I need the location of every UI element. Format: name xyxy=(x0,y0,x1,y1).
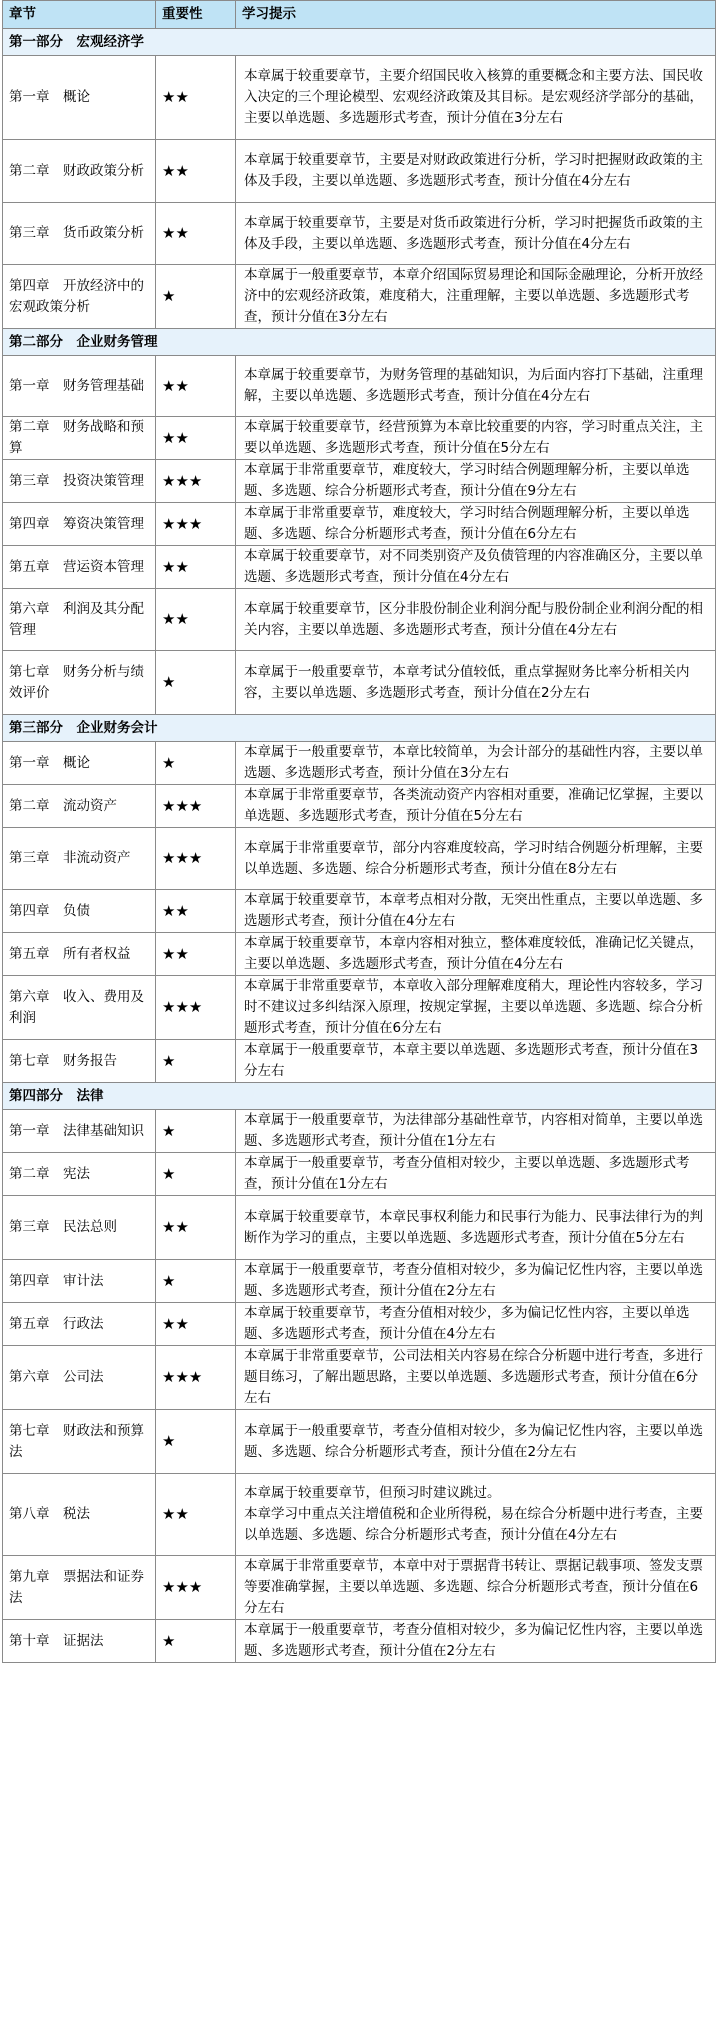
importance-stars: ★★★ xyxy=(156,503,236,546)
importance-stars: ★★ xyxy=(156,56,236,140)
chapter-row xyxy=(3,890,716,933)
chapter-row xyxy=(3,1153,716,1196)
importance-stars: ★ xyxy=(156,1110,236,1153)
chapter-name: 第六章 收入、费用及利润 xyxy=(3,976,156,1040)
chapter-row xyxy=(3,742,716,785)
chapter-name: 第五章 所有者权益 xyxy=(3,933,156,976)
chapter-name: 第四章 负债 xyxy=(3,890,156,933)
study-guide-table xyxy=(2,0,716,1663)
study-tip: 本章属于非常重要章节，部分内容难度较高，学习时结合例题分析理解，主要以单选题、多选题、综合分析题形式考查，预计分值在8分左右 xyxy=(236,828,716,890)
study-tip: 本章属于一般重要章节，考查分值相对较少，主要以单选题、多选题形式考查，预计分值在1分左右 xyxy=(236,1153,716,1196)
table-body xyxy=(3,1,716,1663)
chapter-row xyxy=(3,589,716,651)
importance-stars: ★★ xyxy=(156,140,236,203)
study-tip: 本章属于较重要章节，主要是对货币政策进行分析，学习时把握货币政策的主体及手段，主要以单选题、多选题形式考查，预计分值在4分左右 xyxy=(236,203,716,265)
importance-stars: ★★ xyxy=(156,933,236,976)
study-tip: 本章属于较重要章节，本章内容相对独立，整体难度较低，准确记忆关键点，主要以单选题、多选题形式考查，预计分值在4分左右 xyxy=(236,933,716,976)
chapter-row xyxy=(3,1260,716,1303)
study-tip: 本章属于一般重要章节，考查分值相对较少，多为偏记忆性内容，主要以单选题、多选题、综合分析题形式考查，预计分值在2分左右 xyxy=(236,1410,716,1474)
chapter-row xyxy=(3,785,716,828)
study-tip: 本章属于较重要章节，本章民事权利能力和民事行为能力、民事法律行为的判断作为学习的重点，主要以单选题、多选题形式考查，预计分值在5分左右 xyxy=(236,1196,716,1260)
chapter-name: 第七章 财政法和预算法 xyxy=(3,1410,156,1474)
study-tip: 本章属于一般重要章节，考查分值相对较少，多为偏记忆性内容，主要以单选题、多选题形式考查，预计分值在2分左右 xyxy=(236,1260,716,1303)
importance-stars: ★ xyxy=(156,1620,236,1663)
chapter-row xyxy=(3,265,716,329)
importance-stars: ★★ xyxy=(156,356,236,417)
chapter-name: 第一章 财务管理基础 xyxy=(3,356,156,417)
part-row xyxy=(3,715,716,742)
part-title: 第三部分 企业财务会计 xyxy=(3,715,716,742)
importance-stars: ★ xyxy=(156,1153,236,1196)
importance-stars: ★★★ xyxy=(156,460,236,503)
study-tip: 本章属于非常重要章节，本章收入部分理解难度稍大，理论性内容较多，学习时不建议过多纠结深入原理，按规定掌握，主要以单选题、多选题、综合分析题形式考查，预计分值在6分左右 xyxy=(236,976,716,1040)
chapter-name: 第三章 货币政策分析 xyxy=(3,203,156,265)
importance-stars: ★ xyxy=(156,1260,236,1303)
chapter-row xyxy=(3,546,716,589)
chapter-row xyxy=(3,651,716,715)
chapter-row xyxy=(3,1346,716,1410)
chapter-name: 第二章 宪法 xyxy=(3,1153,156,1196)
study-tip: 本章属于一般重要章节，本章主要以单选题、多选题形式考查，预计分值在3分左右 xyxy=(236,1040,716,1083)
chapter-row xyxy=(3,203,716,265)
importance-stars: ★★★ xyxy=(156,785,236,828)
chapter-name: 第五章 营运资本管理 xyxy=(3,546,156,589)
part-row xyxy=(3,29,716,56)
chapter-row xyxy=(3,1196,716,1260)
chapter-row xyxy=(3,933,716,976)
study-tip: 本章属于一般重要章节，为法律部分基础性章节，内容相对简单，主要以单选题、多选题形式考查，预计分值在1分左右 xyxy=(236,1110,716,1153)
chapter-row xyxy=(3,1474,716,1556)
study-tip: 本章属于较重要章节，经营预算为本章比较重要的内容，学习时重点关注，主要以单选题、多选题形式考查，预计分值在5分左右 xyxy=(236,417,716,460)
chapter-name: 第四章 筹资决策管理 xyxy=(3,503,156,546)
chapter-row xyxy=(3,460,716,503)
importance-stars: ★★ xyxy=(156,546,236,589)
importance-stars: ★★ xyxy=(156,1474,236,1556)
study-tip: 本章属于较重要章节，主要是对财政政策进行分析，学习时把握财政政策的主体及手段，主要以单选题、多选题形式考查，预计分值在4分左右 xyxy=(236,140,716,203)
chapter-name: 第三章 非流动资产 xyxy=(3,828,156,890)
importance-stars: ★★★ xyxy=(156,828,236,890)
study-tip: 本章属于一般重要章节，本章比较简单，为会计部分的基础性内容，主要以单选题、多选题形式考查，预计分值在3分左右 xyxy=(236,742,716,785)
header-importance: 重要性 xyxy=(156,1,236,29)
chapter-row xyxy=(3,503,716,546)
chapter-name: 第一章 概论 xyxy=(3,742,156,785)
part-title: 第四部分 法律 xyxy=(3,1083,716,1110)
chapter-name: 第二章 财务战略和预算 xyxy=(3,417,156,460)
importance-stars: ★ xyxy=(156,742,236,785)
importance-stars: ★ xyxy=(156,265,236,329)
study-tip: 本章属于较重要章节，但预习时建议跳过。 本章学习中重点关注增值税和企业所得税，易在综合分析题中进行考查，主要以单选题、多选题、综合分析题形式考查，预计分值在4分左右 xyxy=(236,1474,716,1556)
study-tip: 本章属于较重要章节，本章考点相对分散，无突出性重点，主要以单选题、多选题形式考查，预计分值在4分左右 xyxy=(236,890,716,933)
part-row xyxy=(3,1083,716,1110)
header-tips: 学习提示 xyxy=(236,1,716,29)
chapter-name: 第三章 投资决策管理 xyxy=(3,460,156,503)
importance-stars: ★★ xyxy=(156,1303,236,1346)
study-tip: 本章属于一般重要章节，考查分值相对较少，多为偏记忆性内容，主要以单选题、多选题形式考查，预计分值在2分左右 xyxy=(236,1620,716,1663)
chapter-name: 第九章 票据法和证券法 xyxy=(3,1556,156,1620)
chapter-name: 第二章 流动资产 xyxy=(3,785,156,828)
study-tip: 本章属于非常重要章节，难度较大，学习时结合例题理解分析，主要以单选题、多选题、综合分析题形式考查，预计分值在9分左右 xyxy=(236,460,716,503)
chapter-name: 第三章 民法总则 xyxy=(3,1196,156,1260)
chapter-row xyxy=(3,1040,716,1083)
importance-stars: ★★ xyxy=(156,589,236,651)
importance-stars: ★ xyxy=(156,1040,236,1083)
chapter-row xyxy=(3,417,716,460)
importance-stars: ★★★ xyxy=(156,976,236,1040)
study-tip: 本章属于较重要章节，主要介绍国民收入核算的重要概念和主要方法、国民收入决定的三个理论模型、宏观经济政策及其目标。是宏观经济学部分的基础，主要以单选题、多选题形式考查，预计分值在3分左右 xyxy=(236,56,716,140)
chapter-row xyxy=(3,1303,716,1346)
chapter-row xyxy=(3,140,716,203)
chapter-row xyxy=(3,56,716,140)
chapter-row xyxy=(3,356,716,417)
study-tip: 本章属于非常重要章节，难度较大，学习时结合例题理解分析，主要以单选题、多选题、综合分析题形式考查，预计分值在6分左右 xyxy=(236,503,716,546)
study-tip: 本章属于非常重要章节，本章中对于票据背书转让、票据记载事项、签发支票等要准确掌握，主要以单选题、多选题、综合分析题形式考查，预计分值在6分左右 xyxy=(236,1556,716,1620)
chapter-row xyxy=(3,1410,716,1474)
study-tip: 本章属于较重要章节，为财务管理的基础知识，为后面内容打下基础，注重理解，主要以单选题、多选题形式考查，预计分值在4分左右 xyxy=(236,356,716,417)
chapter-name: 第二章 财政政策分析 xyxy=(3,140,156,203)
chapter-name: 第五章 行政法 xyxy=(3,1303,156,1346)
chapter-name: 第四章 开放经济中的宏观政策分析 xyxy=(3,265,156,329)
chapter-row xyxy=(3,1556,716,1620)
header-chapter: 章节 xyxy=(3,1,156,29)
part-title: 第一部分 宏观经济学 xyxy=(3,29,716,56)
chapter-row xyxy=(3,828,716,890)
study-tip: 本章属于非常重要章节，各类流动资产内容相对重要，准确记忆掌握，主要以单选题、多选题形式考查，预计分值在5分左右 xyxy=(236,785,716,828)
study-tip: 本章属于较重要章节，考查分值相对较少，多为偏记忆性内容，主要以单选题、多选题形式考查，预计分值在4分左右 xyxy=(236,1303,716,1346)
study-tip: 本章属于一般重要章节，本章考试分值较低，重点掌握财务比率分析相关内容，主要以单选题、多选题形式考查，预计分值在2分左右 xyxy=(236,651,716,715)
importance-stars: ★★★ xyxy=(156,1556,236,1620)
importance-stars: ★ xyxy=(156,651,236,715)
part-row xyxy=(3,329,716,356)
table-header-row xyxy=(3,1,716,29)
chapter-name: 第六章 利润及其分配管理 xyxy=(3,589,156,651)
chapter-name: 第八章 税法 xyxy=(3,1474,156,1556)
chapter-row xyxy=(3,1110,716,1153)
chapter-name: 第一章 法律基础知识 xyxy=(3,1110,156,1153)
study-tip: 本章属于较重要章节，区分非股份制企业利润分配与股份制企业利润分配的相关内容，主要以单选题、多选题形式考查，预计分值在4分左右 xyxy=(236,589,716,651)
chapter-name: 第七章 财务分析与绩效评价 xyxy=(3,651,156,715)
chapter-name: 第六章 公司法 xyxy=(3,1346,156,1410)
importance-stars: ★★ xyxy=(156,890,236,933)
chapter-row xyxy=(3,976,716,1040)
chapter-name: 第一章 概论 xyxy=(3,56,156,140)
importance-stars: ★★ xyxy=(156,417,236,460)
importance-stars: ★★★ xyxy=(156,1346,236,1410)
study-tip: 本章属于较重要章节，对不同类别资产及负债管理的内容准确区分，主要以单选题、多选题形式考查，预计分值在4分左右 xyxy=(236,546,716,589)
chapter-name: 第四章 审计法 xyxy=(3,1260,156,1303)
part-title: 第二部分 企业财务管理 xyxy=(3,329,716,356)
chapter-name: 第七章 财务报告 xyxy=(3,1040,156,1083)
study-tip: 本章属于一般重要章节，本章介绍国际贸易理论和国际金融理论，分析开放经济中的宏观经济政策，难度稍大，注重理解，主要以单选题、多选题形式考查，预计分值在3分左右 xyxy=(236,265,716,329)
chapter-name: 第十章 证据法 xyxy=(3,1620,156,1663)
importance-stars: ★★ xyxy=(156,1196,236,1260)
chapter-row xyxy=(3,1620,716,1663)
importance-stars: ★ xyxy=(156,1410,236,1474)
importance-stars: ★★ xyxy=(156,203,236,265)
study-tip: 本章属于非常重要章节，公司法相关内容易在综合分析题中进行考查，多进行题目练习，了解出题思路，主要以单选题、多选题形式考查，预计分值在6分左右 xyxy=(236,1346,716,1410)
